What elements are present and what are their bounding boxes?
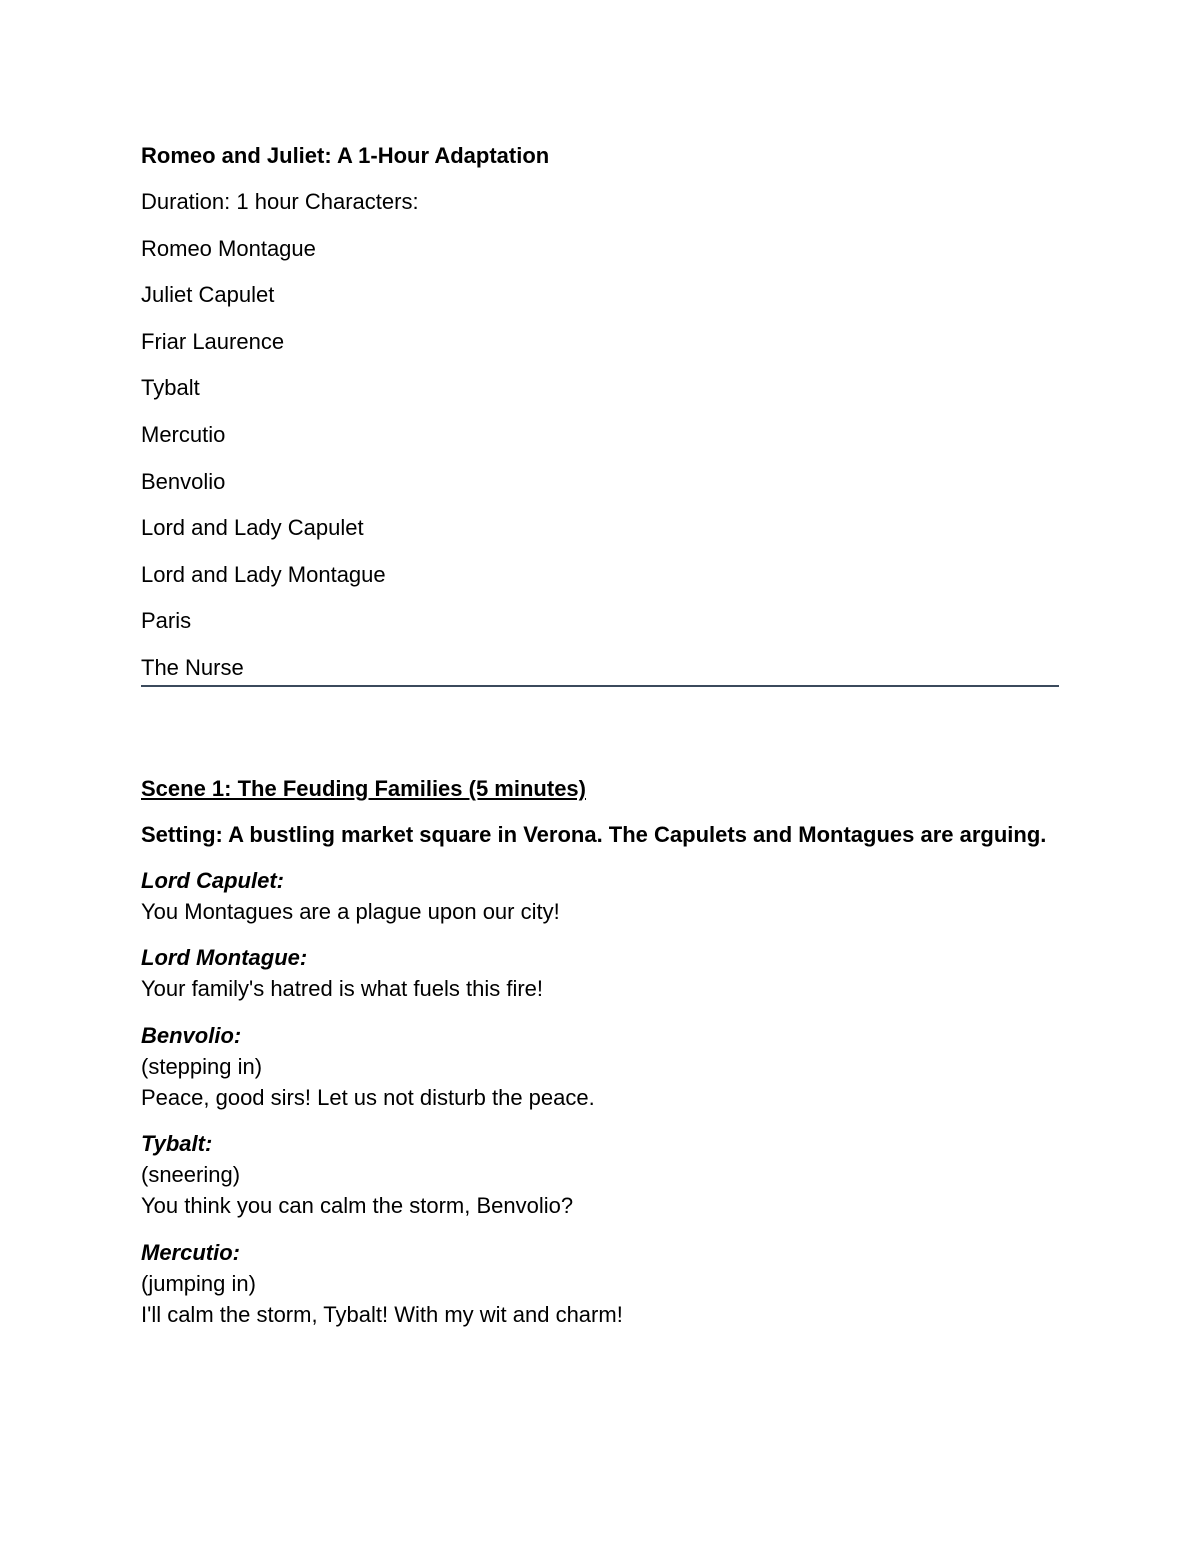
document-page — [141, 140, 1061, 1345]
character-item: Tybalt — [141, 375, 200, 401]
character-item: Benvolio — [141, 468, 226, 494]
speaker-name: Lord Montague: — [141, 945, 308, 971]
character-item: Romeo Montague — [141, 235, 316, 261]
dialogue-line: Your family's hatred is what fuels this fire! — [141, 976, 544, 1002]
character-item: Juliet Capulet — [141, 282, 275, 308]
character-item: Lord and Lady Capulet — [141, 515, 364, 541]
scene-setting: Setting: A bustling market square in Verona. The Capulets and Montagues are arguing. — [141, 821, 1047, 847]
intro-line: Duration: 1 hour Characters: — [141, 189, 419, 214]
character-item: Mercutio — [141, 421, 226, 447]
speech-block — [141, 865, 1061, 927]
dialogue-line: You Montagues are a plague upon our city! — [141, 898, 560, 924]
stage-direction: (sneering) — [141, 1162, 241, 1188]
speech-block — [141, 1020, 1061, 1113]
stage-direction: (stepping in) — [141, 1053, 263, 1079]
character-item: Lord and Lady Montague — [141, 561, 386, 587]
character-item: Paris — [141, 608, 192, 634]
speaker-name: Tybalt: — [141, 1131, 213, 1157]
character-list — [141, 233, 1061, 683]
scene-heading: Scene 1: The Feuding Families (5 minutes) — [141, 775, 586, 801]
speech-block — [141, 942, 1061, 1004]
speech-block — [141, 1237, 1061, 1330]
dialogue-line: You think you can calm the storm, Benvolio? — [141, 1193, 574, 1219]
stage-direction: (jumping in) — [141, 1270, 256, 1296]
document-title: Romeo and Juliet: A 1-Hour Adaptation — [141, 143, 550, 168]
speaker-name: Benvolio: — [141, 1022, 242, 1048]
speaker-name: Mercutio: — [141, 1239, 240, 1265]
speaker-name: Lord Capulet: — [141, 867, 284, 893]
character-item: Friar Laurence — [141, 328, 285, 354]
dialogue-line: Peace, good sirs! Let us not disturb the peace. — [141, 1084, 595, 1110]
dialogue-line: I'll calm the storm, Tybalt! With my wit and charm! — [141, 1301, 623, 1327]
character-item: The Nurse — [141, 654, 244, 680]
horizontal-rule — [141, 685, 1059, 687]
speech-block — [141, 1128, 1061, 1221]
